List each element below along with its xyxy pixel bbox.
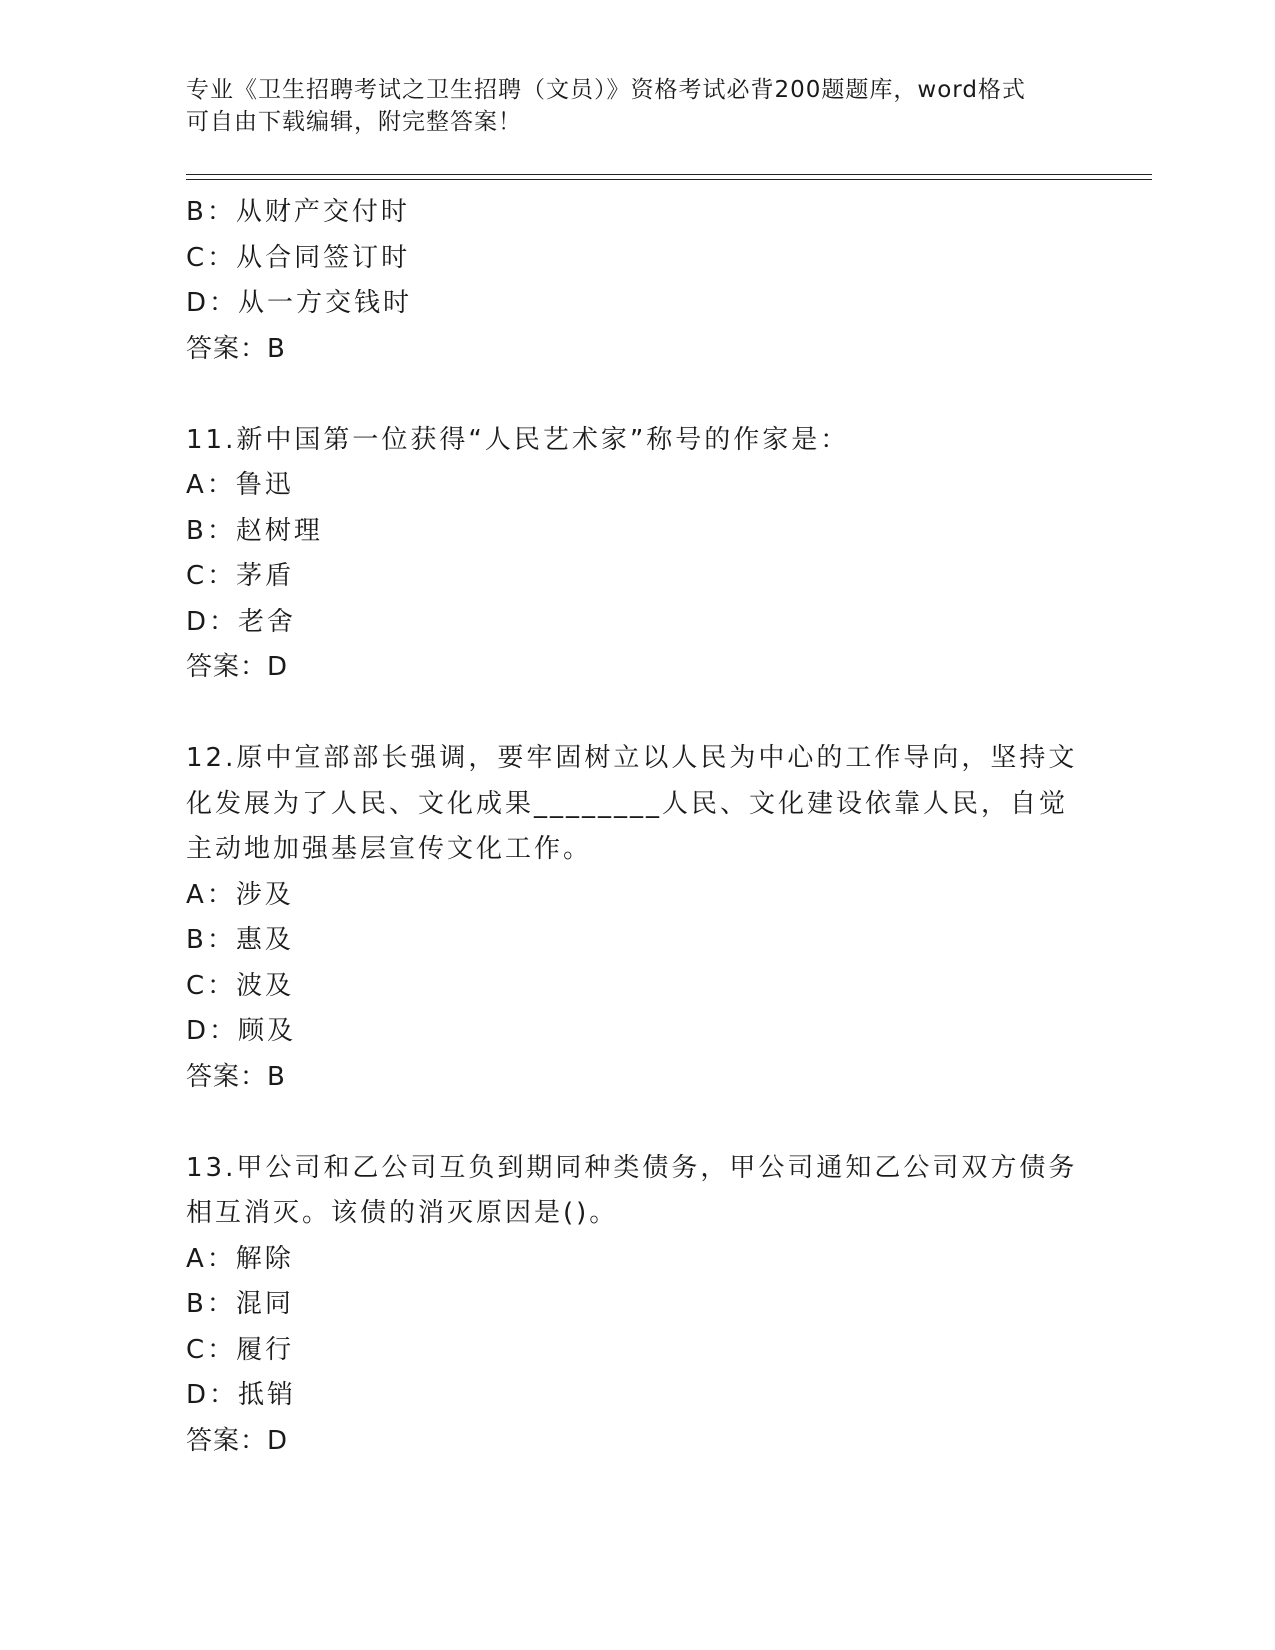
answer-line: 答案：D xyxy=(186,1425,289,1456)
header-divider-top xyxy=(186,174,1152,175)
answer-line: 答案：B xyxy=(186,1061,286,1092)
question-text: 相互消灭。该债的消灭原因是()。 xyxy=(186,1198,619,1228)
option-a: A：鲁迅 xyxy=(186,470,294,500)
answer-line: 答案：B xyxy=(186,333,286,364)
header-line-2: 可自由下载编辑，附完整答案！ xyxy=(186,109,522,135)
option-b: B：赵树理 xyxy=(186,515,323,546)
option-b: B：惠及 xyxy=(186,925,294,955)
option-b: B：从财产交付时 xyxy=(186,197,410,227)
question-13 xyxy=(186,1146,1086,1465)
spacer xyxy=(186,372,1086,418)
question-11 xyxy=(186,418,1086,691)
option-a: A：涉及 xyxy=(186,879,294,910)
question-text: 13.甲公司和乙公司互负到期同种类债务，甲公司通知乙公司双方债务 xyxy=(186,1152,1078,1183)
option-d: D：从一方交钱时 xyxy=(186,288,413,318)
option-d: D：抵销 xyxy=(186,1380,297,1410)
question-text: 12.原中宣部部长强调，要牢固树立以人民为中心的工作导向，坚持文 xyxy=(186,743,1078,773)
spacer xyxy=(186,691,1086,737)
option-a: A：解除 xyxy=(186,1243,294,1274)
option-d: D：顾及 xyxy=(186,1016,297,1046)
document-header xyxy=(186,74,1066,138)
question-text: 主动地加强基层宣传文化工作。 xyxy=(186,834,593,864)
option-c: C：茅盾 xyxy=(186,561,295,591)
question-12 xyxy=(186,736,1086,1100)
question-list xyxy=(186,190,1086,1464)
option-c: C：波及 xyxy=(186,970,295,1001)
spacer xyxy=(186,1100,1086,1146)
question-10-tail xyxy=(186,190,1086,372)
answer-line: 答案：D xyxy=(186,652,289,682)
option-b: B：混同 xyxy=(186,1289,294,1319)
header-divider-bottom xyxy=(186,179,1152,180)
question-text: 11.新中国第一位获得“人民艺术家”称号的作家是： xyxy=(186,424,850,455)
option-c: C：从合同签订时 xyxy=(186,242,411,273)
question-text: 化发展为了人民、文化成果________人民、文化建设依靠人民，自觉 xyxy=(186,788,1069,819)
header-line-1: 专业《卫生招聘考试之卫生招聘（文员）》资格考试必背200题题库，word格式 xyxy=(186,77,1026,103)
option-d: D：老舍 xyxy=(186,606,297,637)
option-c: C：履行 xyxy=(186,1334,295,1365)
